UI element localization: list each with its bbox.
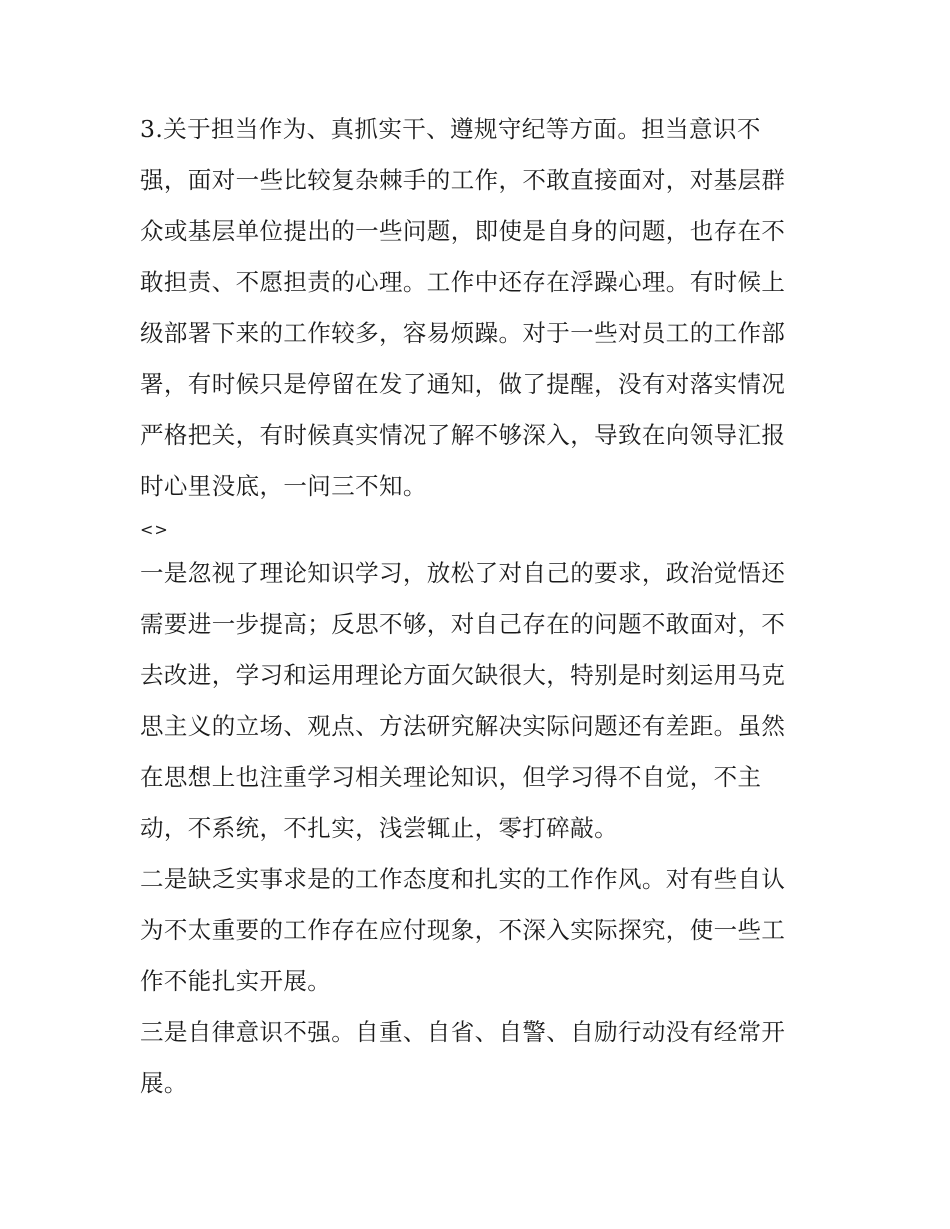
text-line: 三是自律意识不强。自重、自省、自警、自励行动没有经常开 [140,1018,786,1046]
text-line: 去改进，学习和运用理论方面欠缺很大，特别是时刻运用马克 [140,661,786,689]
text-line: 需要进一步提高；反思不够，对自己存在的问题不敢面对，不 [140,610,786,638]
text-line: 敢担责、不愿担责的心理。工作中还存在浮躁心理。有时候上 [140,268,786,296]
text-line: 署，有时候只是停留在发了通知，做了提醒，没有对落实情况 [140,370,786,398]
section-marker: <> [140,520,169,539]
document-page [140,104,820,1109]
text-line: 时心里没底，一问三不知。 [140,472,427,500]
text-line: 3.关于担当作为、真抓实干、遵规守纪等方面。担当意识不 [140,115,761,143]
text-line: 二是缺乏实事求是的工作态度和扎实的工作作风。对有些自认 [140,865,786,893]
text-line: 作不能扎实开展。 [140,967,332,995]
text-line: 强，面对一些比较复杂棘手的工作，不敢直接面对，对基层群 [140,166,786,194]
text-line: 级部署下来的工作较多，容易烦躁。对于一些对员工的工作部 [140,319,786,347]
text-line: 展。 [140,1069,188,1097]
text-line: 一是忽视了理论知识学习，放松了对自己的要求，政治觉悟还 [140,559,786,587]
text-line: 众或基层单位提出的一些问题，即使是自身的问题，也存在不 [140,217,786,245]
text-line: 在思想上也注重学习相关理论知识，但学习得不自觉，不主 [140,763,762,791]
text-line: 严格把关，有时候真实情况了解不够深入，导致在向领导汇报 [140,421,786,449]
paragraph-work-style [140,854,820,1007]
paragraph-self-discipline [140,1007,820,1109]
text-line: 思主义的立场、观点、方法研究解决实际问题还有差距。虽然 [140,712,786,740]
text-line: 动，不系统，不扎实，浅尝辄止，零打碎敲。 [140,814,618,842]
paragraph-responsibility [140,104,820,512]
text-line: 为不太重要的工作存在应付现象，不深入实际探究，使一些工 [140,916,786,944]
paragraph-theory-study [140,548,820,854]
